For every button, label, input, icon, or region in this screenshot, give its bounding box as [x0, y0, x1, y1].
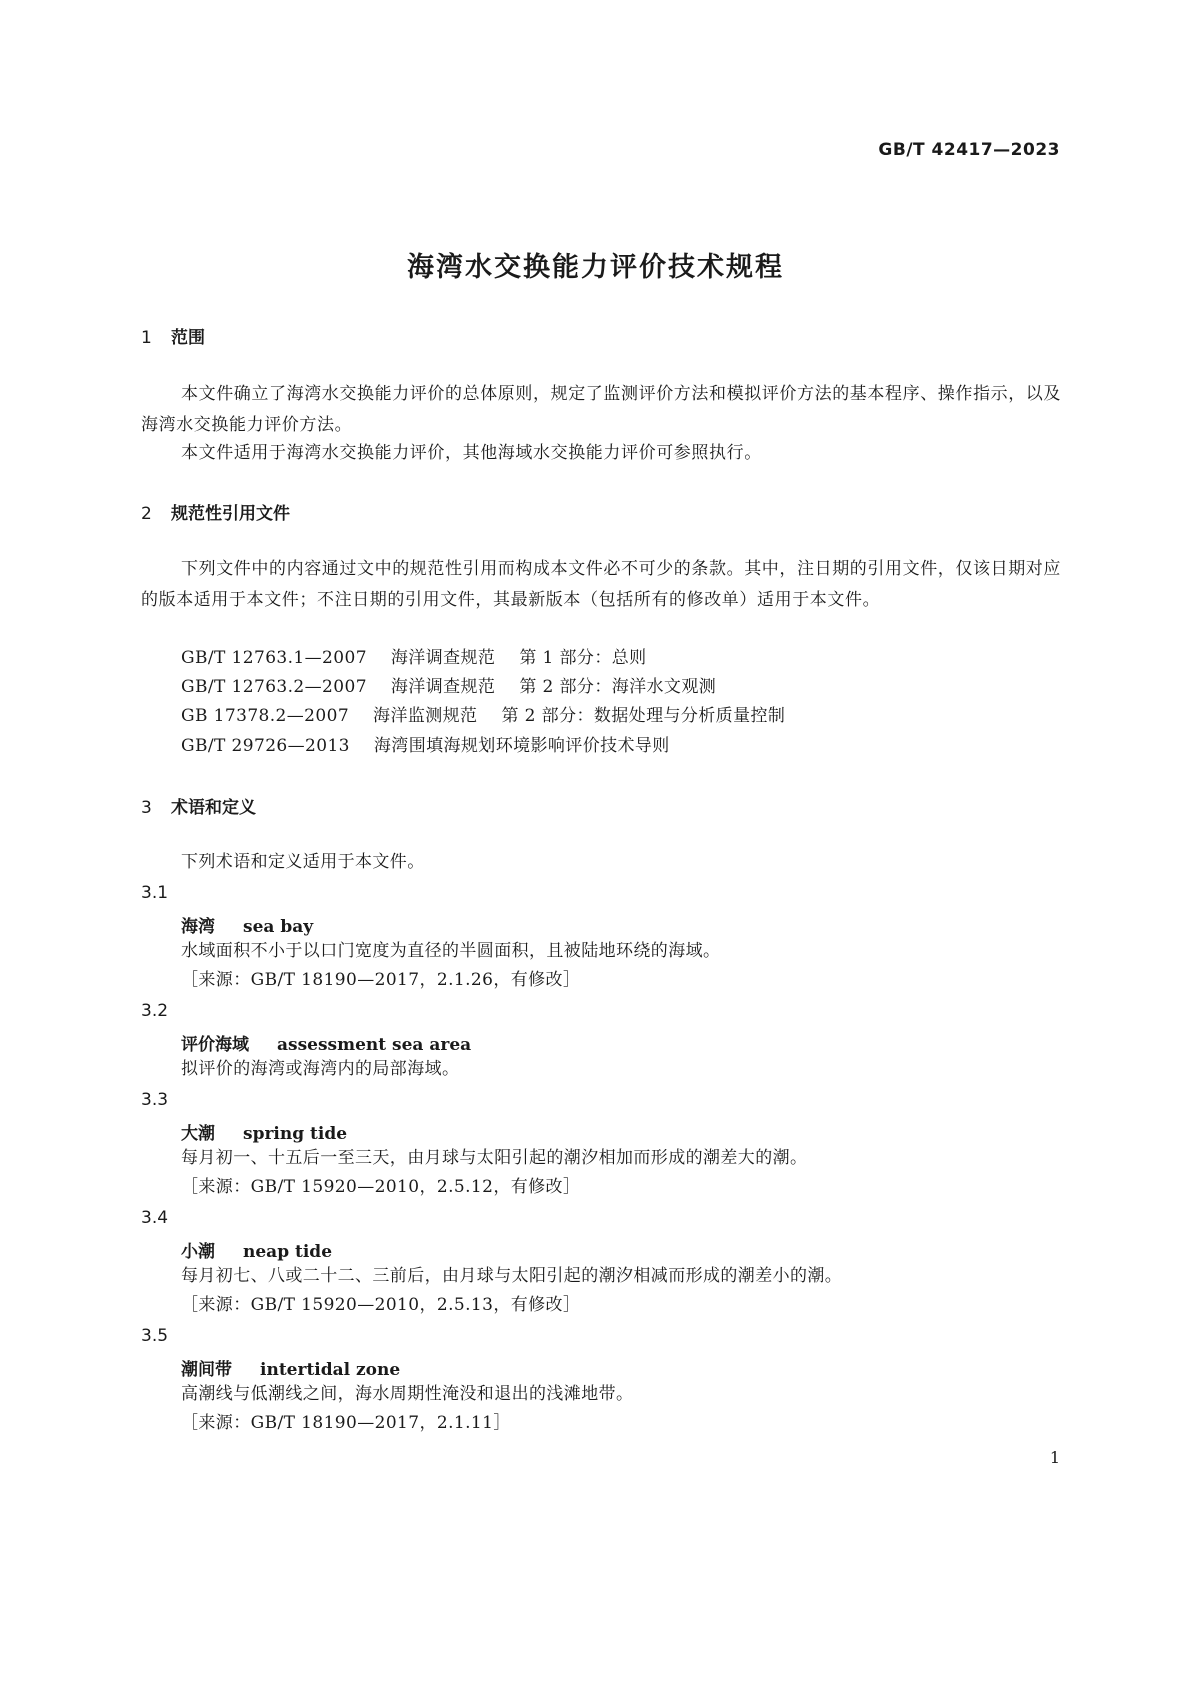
term-number: 3.5	[141, 1326, 169, 1346]
term-source: ［来源：GB/T 15920—2010，2.5.12，有修改］	[181, 1177, 581, 1197]
term-source: ［来源：GB/T 15920—2010，2.5.13，有修改］	[181, 1295, 581, 1315]
reference-item	[181, 731, 694, 762]
page-number: 1	[1049, 1448, 1060, 1467]
term-number: 3.3	[141, 1090, 169, 1110]
term-name	[181, 1237, 332, 1262]
section-title: 术语和定义	[171, 798, 256, 818]
reference-part: 第 2 部分：海洋水文观测	[519, 677, 717, 697]
term-definition: 每月初一、十五后一至三天，由月球与太阳引起的潮汐相加而形成的潮差大的潮。	[181, 1148, 808, 1168]
reference-title: 海洋监测规范	[373, 706, 478, 726]
term-definition: 高潮线与低潮线之间，海水周期性淹没和退出的浅滩地带。	[181, 1384, 634, 1404]
term-name	[181, 912, 313, 937]
document-title: 海湾水交换能力评价技术规程	[407, 252, 784, 283]
term-definition: 每月初七、八或二十二、三前后，由月球与太阳引起的潮汐相减而形成的潮差小的潮。	[181, 1266, 843, 1286]
term-name	[181, 1355, 400, 1380]
section-number: 2	[141, 504, 152, 524]
term-definition: 水域面积不小于以口门宽度为直径的半圆面积，且被陆地环绕的海域。	[181, 941, 721, 961]
reference-item	[181, 643, 647, 674]
section-heading-normative-references	[141, 499, 290, 524]
term-zh: 海湾	[181, 917, 215, 937]
reference-item	[181, 701, 785, 732]
standard-number: GB/T 42417—2023	[878, 140, 1060, 160]
section-title: 规范性引用文件	[171, 504, 290, 524]
term-source: ［来源：GB/T 18190—2017，2.1.26，有修改］	[181, 970, 581, 990]
section-number: 1	[141, 328, 152, 348]
reference-code: GB/T 12763.2—2007	[181, 677, 367, 697]
term-zh: 大潮	[181, 1124, 215, 1144]
section-heading-terms	[141, 793, 256, 818]
term-source: ［来源：GB/T 18190—2017，2.1.11］	[181, 1413, 511, 1433]
reference-title: 海湾围填海规划环境影响评价技术导则	[373, 736, 670, 756]
term-zh: 小潮	[181, 1242, 215, 1262]
term-name	[181, 1030, 471, 1055]
term-en: sea bay	[243, 917, 314, 937]
paragraph: 本文件适用于海湾水交换能力评价，其他海域水交换能力评价可参照执行。	[181, 443, 762, 463]
reference-part: 第 1 部分：总则	[519, 648, 647, 668]
paragraph: 下列文件中的内容通过文中的规范性引用而构成本文件必不可少的条款。其中，注日期的引用文件，仅该日期对应的版本适用于本文件；不注日期的引用文件，其最新版本（包括所有的修改单）适用于本文件。	[141, 559, 1061, 610]
reference-code: GB/T 29726—2013	[181, 736, 350, 756]
section-heading-scope	[141, 323, 205, 348]
section-title: 范围	[171, 328, 205, 348]
term-zh: 评价海域	[181, 1035, 249, 1055]
term-en: intertidal zone	[260, 1360, 401, 1380]
reference-part: 第 2 部分：数据处理与分析质量控制	[501, 706, 786, 726]
reference-code: GB 17378.2—2007	[181, 706, 350, 726]
reference-title: 海洋调查规范	[390, 677, 496, 697]
term-en: spring tide	[243, 1124, 348, 1144]
term-number: 3.1	[141, 883, 169, 903]
term-definition: 拟评价的海湾或海湾内的局部海域。	[181, 1059, 460, 1079]
term-zh: 潮间带	[181, 1360, 232, 1380]
reference-item	[181, 672, 716, 703]
term-en: neap tide	[243, 1242, 333, 1262]
section-number: 3	[141, 798, 152, 818]
reference-code: GB/T 12763.1—2007	[181, 648, 367, 668]
reference-title: 海洋调查规范	[390, 648, 496, 668]
term-number: 3.4	[141, 1208, 169, 1228]
section-intro: 下列术语和定义适用于本文件。	[181, 852, 425, 872]
term-en: assessment sea area	[277, 1035, 472, 1055]
term-number: 3.2	[141, 1001, 169, 1021]
term-name	[181, 1119, 347, 1144]
paragraph: 本文件确立了海湾水交换能力评价的总体原则，规定了监测评价方法和模拟评价方法的基本程序、操作指示，以及海湾水交换能力评价方法。	[141, 384, 1061, 435]
